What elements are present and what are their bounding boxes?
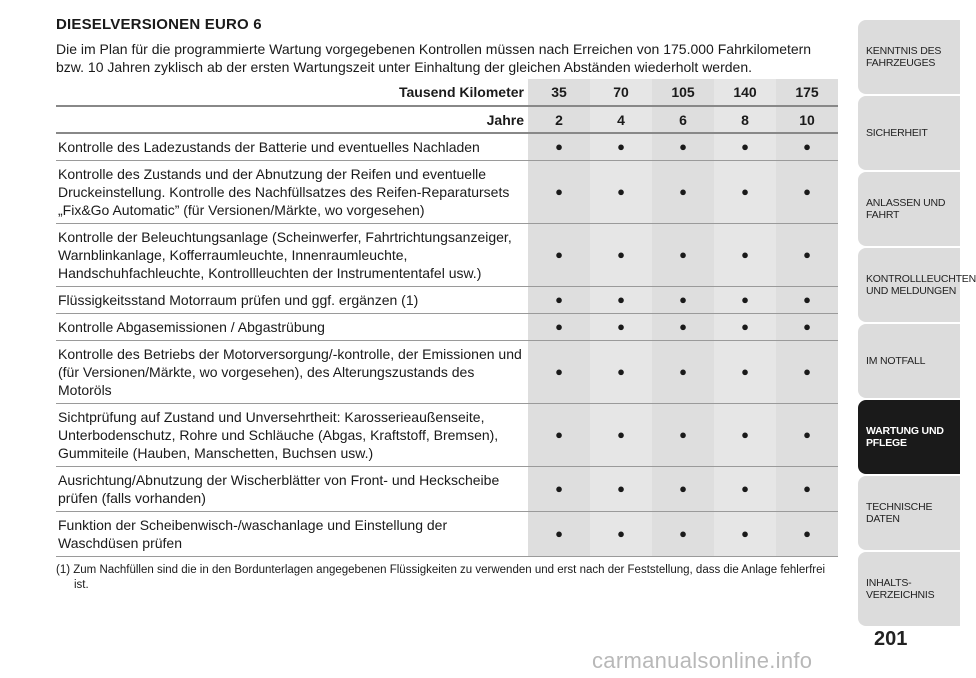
maintenance-table bbox=[56, 79, 838, 557]
check-mark: ● bbox=[714, 512, 776, 557]
check-mark: ● bbox=[714, 404, 776, 467]
check-description: Ausrichtung/Abnutzung der Wischerblätter von Front- und Heckscheibe prüfen (falls vorhanden) bbox=[56, 467, 528, 512]
check-mark: ● bbox=[714, 224, 776, 287]
check-mark: ● bbox=[528, 161, 590, 224]
check-mark: ● bbox=[528, 467, 590, 512]
years-value: 4 bbox=[590, 106, 652, 133]
km-label: Tausend Kilometer bbox=[56, 79, 528, 106]
check-mark: ● bbox=[590, 133, 652, 161]
chapter-tab[interactable] bbox=[858, 476, 960, 550]
chapter-tab[interactable] bbox=[858, 400, 960, 474]
years-header-row bbox=[56, 106, 838, 133]
table-row bbox=[56, 512, 838, 557]
check-mark: ● bbox=[776, 161, 838, 224]
chapter-tab-label: SICHERHEIT bbox=[866, 127, 928, 139]
years-value: 2 bbox=[528, 106, 590, 133]
check-description: Funktion der Scheibenwisch-/waschanlage und Einstellung der Waschdüsen prüfen bbox=[56, 512, 528, 557]
intro-paragraph: Die im Plan für die programmierte Wartung vorgegebenen Kontrollen müssen nach Erreichen von 175.000 Fahrkilometern bzw. 10 Jahren zyklisch ab der ersten Wartungszeit unter Einhaltung der gleichen Abständen wiederholt werden. bbox=[56, 41, 812, 75]
years-label: Jahre bbox=[56, 106, 528, 133]
check-description: Flüssigkeitsstand Motorraum prüfen und ggf. ergänzen (1) bbox=[56, 287, 528, 314]
table-row bbox=[56, 314, 838, 341]
chapter-tab[interactable] bbox=[858, 172, 960, 246]
check-description: Kontrolle des Ladezustands der Batterie und eventuelles Nachladen bbox=[56, 133, 528, 161]
table-row bbox=[56, 404, 838, 467]
check-mark: ● bbox=[776, 287, 838, 314]
chapter-tab-label: KONTROLLLEUCHTEN UND MELDUNGEN bbox=[866, 273, 976, 297]
km-header-row bbox=[56, 79, 838, 106]
check-mark: ● bbox=[590, 314, 652, 341]
check-mark: ● bbox=[528, 133, 590, 161]
table-row bbox=[56, 224, 838, 287]
check-mark: ● bbox=[528, 404, 590, 467]
chapter-tab-label: KENNTNIS DES FAHRZEUGES bbox=[866, 45, 942, 69]
check-mark: ● bbox=[776, 224, 838, 287]
check-mark: ● bbox=[652, 133, 714, 161]
table-row bbox=[56, 133, 838, 161]
table-row bbox=[56, 467, 838, 512]
check-mark: ● bbox=[776, 467, 838, 512]
check-description: Kontrolle des Betriebs der Motorversorgung/-kontrolle, der Emissionen und (für Versionen/Märkte, wo vorgesehen), des Alterungszustands des Motoröls bbox=[56, 341, 528, 404]
chapter-tab-label: WARTUNG UND PFLEGE bbox=[866, 425, 944, 449]
km-value: 175 bbox=[776, 79, 838, 106]
check-mark: ● bbox=[714, 287, 776, 314]
check-mark: ● bbox=[528, 287, 590, 314]
table-row bbox=[56, 287, 838, 314]
check-mark: ● bbox=[652, 287, 714, 314]
check-mark: ● bbox=[714, 341, 776, 404]
check-mark: ● bbox=[776, 404, 838, 467]
km-value: 105 bbox=[652, 79, 714, 106]
check-mark: ● bbox=[590, 287, 652, 314]
check-mark: ● bbox=[776, 133, 838, 161]
page-number: 201 bbox=[874, 628, 908, 650]
chapter-tab[interactable] bbox=[858, 552, 960, 626]
chapter-tab-label: INHALTS- VERZEICHNIS bbox=[866, 577, 935, 601]
section-title: DIESELVERSIONEN EURO 6 bbox=[56, 16, 262, 33]
check-mark: ● bbox=[714, 314, 776, 341]
check-mark: ● bbox=[776, 314, 838, 341]
years-value: 6 bbox=[652, 106, 714, 133]
table-row bbox=[56, 161, 838, 224]
footnote: (1) Zum Nachfüllen sind die in den Bordunterlagen angegebenen Flüssigkeiten zu verwenden und erst nach der Feststellung, dass die Anlage fehlerfrei ist. bbox=[56, 564, 826, 591]
km-value: 140 bbox=[714, 79, 776, 106]
chapter-tabs bbox=[858, 20, 976, 628]
check-description: Kontrolle Abgasemissionen / Abgastrübung bbox=[56, 314, 528, 341]
check-mark: ● bbox=[590, 404, 652, 467]
check-description: Kontrolle der Beleuchtungsanlage (Scheinwerfer, Fahrtrichtungsanzeiger, Warnblinkanlage, Kofferraumleuchte, Innenraumleuchte, Handschuhfachleuchte, Kontrollleuchten der Instrumententafel usw.) bbox=[56, 224, 528, 287]
check-mark: ● bbox=[714, 133, 776, 161]
chapter-tab[interactable] bbox=[858, 324, 960, 398]
km-value: 35 bbox=[528, 79, 590, 106]
check-mark: ● bbox=[776, 512, 838, 557]
main-content bbox=[56, 14, 842, 593]
check-mark: ● bbox=[714, 467, 776, 512]
chapter-tab[interactable] bbox=[858, 248, 976, 322]
chapter-tab-label: TECHNISCHE DATEN bbox=[866, 501, 933, 525]
check-mark: ● bbox=[652, 161, 714, 224]
check-mark: ● bbox=[652, 314, 714, 341]
chapter-tab[interactable] bbox=[858, 96, 960, 170]
check-mark: ● bbox=[652, 467, 714, 512]
km-value: 70 bbox=[590, 79, 652, 106]
check-mark: ● bbox=[652, 512, 714, 557]
check-mark: ● bbox=[528, 224, 590, 287]
chapter-tab-label: IM NOTFALL bbox=[866, 355, 926, 367]
check-description: Sichtprüfung auf Zustand und Unversehrtheit: Karosserieaußenseite, Unterbodenschutz, Rohre und Schläuche (Abgas, Kraftstoff, Bremsen), Gummiteile (Hauben, Manschetten, Buchsen usw.) bbox=[56, 404, 528, 467]
check-mark: ● bbox=[590, 512, 652, 557]
check-mark: ● bbox=[776, 341, 838, 404]
check-mark: ● bbox=[652, 224, 714, 287]
check-mark: ● bbox=[652, 404, 714, 467]
check-mark: ● bbox=[590, 341, 652, 404]
table-row bbox=[56, 341, 838, 404]
maintenance-table-body bbox=[56, 133, 838, 557]
check-mark: ● bbox=[590, 161, 652, 224]
check-description: Kontrolle des Zustands und der Abnutzung der Reifen und eventuelle Druckeinstellung. Kontrolle des Nachfüllsatzes des Reifen-Reparatursets „Fix&Go Automatic” (für Versionen/Märkte, wo vorgesehen) bbox=[56, 161, 528, 224]
chapter-tab-label: ANLASSEN UND FAHRT bbox=[866, 197, 946, 221]
check-mark: ● bbox=[652, 341, 714, 404]
check-mark: ● bbox=[590, 224, 652, 287]
check-mark: ● bbox=[714, 161, 776, 224]
years-value: 10 bbox=[776, 106, 838, 133]
watermark: carmanualsonline.info bbox=[592, 648, 813, 673]
check-mark: ● bbox=[528, 341, 590, 404]
check-mark: ● bbox=[590, 467, 652, 512]
chapter-tab[interactable] bbox=[858, 20, 960, 94]
years-value: 8 bbox=[714, 106, 776, 133]
check-mark: ● bbox=[528, 512, 590, 557]
check-mark: ● bbox=[528, 314, 590, 341]
